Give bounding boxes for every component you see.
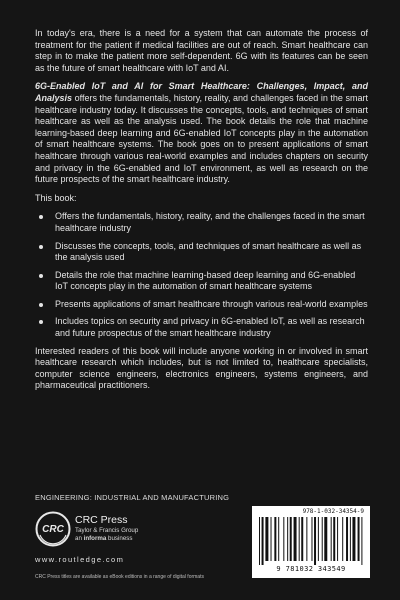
audience-paragraph: Interested readers of this book will include anyone working in or involved in smart healthcare research which includes, but is not limited to, healthcare specialists, computer science engineers, electronics engineers, systems engineers, and pharmaceutical practitioners.	[35, 345, 368, 391]
informa-line: an informa business	[75, 534, 133, 542]
list-item	[35, 211, 368, 234]
feature-list	[35, 211, 368, 339]
barcode	[252, 506, 370, 578]
description-paragraph	[35, 81, 368, 185]
group-name: Taylor & Francis Group	[75, 527, 139, 534]
bullet-icon	[39, 274, 43, 278]
list-item-text: Presents applications of smart healthcare through various real-world examples	[55, 298, 368, 309]
bullet-icon	[39, 320, 43, 324]
ebook-note: CRC Press titles are available as eBook editions in a range of digital formats	[35, 574, 204, 580]
bullet-icon	[39, 303, 43, 307]
book-title: 6G-Enabled IoT and AI for Smart Healthcare: Challenges, Impact, and Analysis	[35, 81, 368, 103]
description-text: offers the fundamentals, history, reality, and challenges faced in the smart healthcare industry today. It discusses the concepts, tools, and techniques of smart healthcare as well as the analysis used. The book details the role that machine learning-based deep learning and 6G-enabled IoT concepts play in the automation of smart healthcare systems. The book goes on to present applications of smart healthcare through various real-world examples and includes chapters on security and privacy in the 6G-enabled and IoT environment, as well as research on the future prospects of the smart healthcare industry.	[35, 92, 368, 185]
intro-paragraph: In today's era, there is a need for a system that can automate the process of treatment for the patient if medical facilities are out of reach. Smart healthcare can step in to make the patient more self-dependent. 6G with its features can be seen as the future of smart healthcare with IoT and AI.	[35, 28, 368, 73]
list-item-text: Includes topics on security and privacy in 6G-enabled IoT, as well as research and future prospectus of the smart healthcare industry	[55, 316, 365, 339]
list-item-text: Offers the fundamentals, history, reality, and the challenges faced in the smart healthcare industry	[55, 211, 365, 233]
blurb	[35, 28, 368, 399]
publisher-group	[75, 527, 138, 542]
list-intro: This book:	[35, 192, 77, 203]
subject-category: ENGINEERING: INDUSTRIAL AND MANUFACTURING	[35, 493, 230, 502]
list-item	[35, 270, 368, 293]
list-item-text: Discusses the concepts, tools, and techniques of smart healthcare as well as the analysis used	[55, 240, 362, 263]
list-item	[35, 241, 368, 264]
bullet-icon	[39, 215, 43, 219]
bullet-icon	[39, 245, 43, 249]
crc-logo-icon	[35, 511, 71, 547]
barcode-bars-icon	[259, 517, 363, 565]
isbn-number: 978-1-032-34354-9	[302, 508, 364, 515]
logo-text: CRC	[42, 524, 64, 535]
list-item	[35, 316, 368, 339]
publisher-url: www.routledge.com	[35, 555, 125, 564]
list-item-text: Details the role that machine learning-based deep learning and 6G-enabled IoT concepts play in the automation of smart healthcare systems	[55, 269, 356, 292]
publisher-logo	[35, 511, 165, 551]
ean-number: 9 781032 343549	[276, 565, 346, 573]
publisher-name: CRC Press	[75, 514, 128, 526]
list-item	[35, 299, 368, 311]
